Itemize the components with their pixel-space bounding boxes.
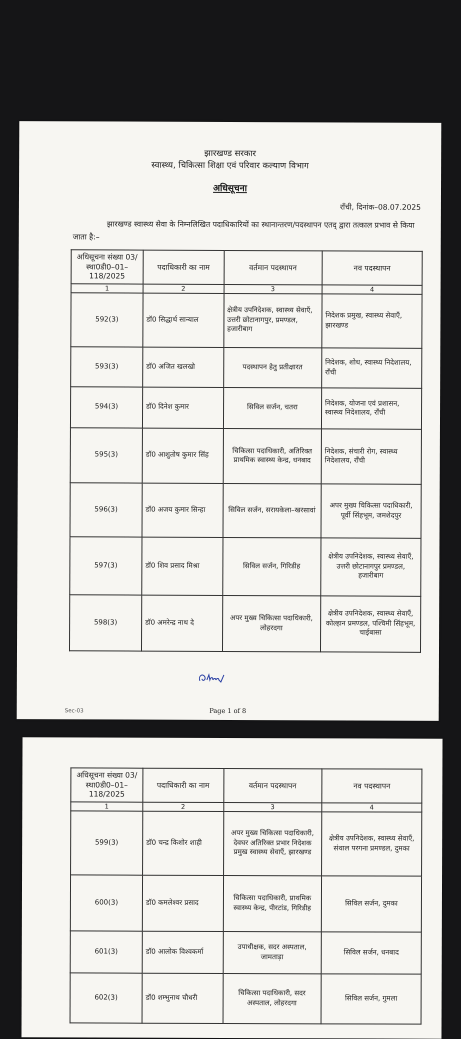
new-posting: क्षेत्रीय उपनिदेशक, स्वास्थ्य सेवाएँ, कोल्हान प्रमण्डल, पश्चिमी सिंहभूम, चाईबासा xyxy=(320,596,420,652)
table-row xyxy=(70,483,421,539)
table-row xyxy=(70,931,421,974)
page-number: Page 1 of 8 xyxy=(209,706,247,716)
table-row xyxy=(69,595,420,653)
new-posting: निदेशक, शोध, स्वास्थ्य निदेशालय, राँची xyxy=(322,348,422,388)
notification-number: 597(3) xyxy=(70,537,142,595)
intro-paragraph: झारखण्ड स्वास्थ्य सेवा के निम्नलिखित पदाधिकारियों का स्थानान्तरण/पदस्थापन एतद् द्वारा तत्काल प्रभाव से किया जाता है:– xyxy=(72,219,415,242)
new-posting: सिविल सर्जन, दुमका xyxy=(321,876,421,932)
current-posting: अपर मुख्य चिकित्सा पदाधिकारी, लोहरदगा xyxy=(222,595,321,651)
current-posting: चिकित्सा पदाधिकारी, प्राथमिक स्वास्थ्य केन्द्र, पीरटांड, गिरिडीह xyxy=(223,875,321,931)
officer-name: डॉ0 कमलेश्वर प्रसाद xyxy=(142,875,223,931)
table-row xyxy=(70,537,421,597)
officer-name: डॉ0 अजित खलखो xyxy=(143,347,224,387)
department-name: स्वास्थ्य, चिकित्सा शिक्षा एवं परिवार कल्याण विभाग xyxy=(151,160,309,172)
new-posting: निदेशक, संचारी रोग, स्वास्थ्य निदेशालय, राँची xyxy=(321,429,421,484)
date-line: राँची, दिनांक–08.07.2025 xyxy=(339,202,421,212)
column-number: 4 xyxy=(322,285,422,294)
government-name: झारखण्ड सरकार xyxy=(204,148,257,160)
notification-number: 602(3) xyxy=(70,973,142,1023)
current-posting: चिकित्सा पदाधिकारी, अतिरिक्त प्राथमिक स्वास्थ्य केन्द्र, धनबाद xyxy=(223,428,322,483)
current-posting: सिविल सर्जन, गिरिडीह xyxy=(222,537,321,595)
current-posting: पदस्थापन हेतु प्रतीक्षारत xyxy=(223,347,321,387)
notification-number: 592(3) xyxy=(71,293,143,347)
officer-name: डॉ0 शिव प्रसाद मिश्रा xyxy=(142,537,223,595)
notification-number: 598(3) xyxy=(69,595,141,651)
new-posting: क्षेत्रीय उपनिदेशक, स्वास्थ्य सेवाएँ, संथाल परगना प्रमण्डल, दुमका xyxy=(321,812,421,876)
column-number: 1 xyxy=(71,802,143,811)
handwritten-initials xyxy=(197,670,227,686)
notification-number: 593(3) xyxy=(71,347,143,387)
officer-name: डॉ0 अजय कुमार सिन्हा xyxy=(142,483,223,537)
table-row xyxy=(71,347,422,389)
table-row xyxy=(70,428,421,485)
officer-name: डॉ0 अमरेन्द्र नाथ दे xyxy=(141,595,222,651)
column-number: 1 xyxy=(71,284,143,293)
transfer-table xyxy=(69,249,423,653)
new-posting: सिविल सर्जन, गुमला xyxy=(321,974,421,1024)
document-page-2 xyxy=(21,737,442,1038)
table-row xyxy=(71,811,422,876)
new-posting: सिविल सर्जन, धनबाद xyxy=(321,932,421,974)
officer-name: डॉ0 चन्द्र किशोर शाही xyxy=(142,811,223,875)
current-posting: सिविल सर्जन, सरायकेला–खरसावां xyxy=(223,483,322,537)
column-number: 3 xyxy=(223,802,321,811)
column-header-notification-no: अधिसूचना संख्या 03/स्था0डी0–01–118/2025 xyxy=(71,250,143,284)
notification-number: 596(3) xyxy=(70,483,142,537)
notification-number: 601(3) xyxy=(70,931,142,973)
current-posting: क्षेत्रीय उपनिदेशक, स्वास्थ्य सेवाएँ, उत्तरी छोटानागपुर, प्रमण्डल, हजारीबाग xyxy=(223,293,322,347)
document-page-1 xyxy=(17,121,442,721)
new-posting: निदेशक, योजना एवं प्रशासन, स्वास्थ्य निदेशालय, राँची xyxy=(321,388,421,429)
column-number: 2 xyxy=(143,802,224,811)
officer-name: डॉ0 आलोक विश्वकर्मा xyxy=(142,931,223,973)
footer-section-code: Sec-03 xyxy=(64,708,84,715)
notification-number: 595(3) xyxy=(70,428,142,483)
officer-name: डॉ0 शम्भुनाथ चौधरी xyxy=(142,973,223,1023)
column-header-new-posting: नव पदस्थापन xyxy=(322,769,422,803)
notification-number: 600(3) xyxy=(70,875,142,931)
officer-name: डॉ0 आशुतोष कुमार सिंह xyxy=(142,428,223,483)
transfer-table-continued xyxy=(70,767,423,1024)
current-posting: चिकित्सा पदाधिकारी, सदर अस्पताल, लोहरदगा xyxy=(223,973,321,1023)
new-posting: क्षेत्रीय उपनिदेशक, स्वास्थ्य सेवाएँ, उत्तरी छोटानागपुर प्रमण्डल, हजारीबाग xyxy=(321,538,421,596)
table-row xyxy=(70,973,421,1024)
column-header-officer-name: पदाधिकारी का नाम xyxy=(143,768,224,802)
column-header-current-posting: वर्तमान पदस्थापन xyxy=(223,768,321,802)
column-number: 4 xyxy=(322,803,422,812)
officer-name: डॉ0 सिद्धार्थ सान्याल xyxy=(143,293,224,347)
current-posting: सिविल सर्जन, चतरा xyxy=(223,387,321,428)
table-row xyxy=(70,387,421,430)
notification-title: अधिसूचना xyxy=(213,183,247,195)
notification-number: 594(3) xyxy=(70,387,142,428)
table-row xyxy=(71,293,422,349)
notification-number: 599(3) xyxy=(71,811,143,875)
new-posting: अपर मुख्य चिकित्सा पदाधिकारी, पूर्वी सिंहभूम, जमशेदपुर xyxy=(321,484,421,538)
current-posting: अपर मुख्य चिकित्सा पदाधिकारी, देवघर अतिरिक्त प्रभार निदेशक प्रमुख स्वास्थ्य सेवाएँ, झारखण्ड xyxy=(223,811,321,875)
officer-name: डॉ0 दिनेश कुमार xyxy=(142,387,223,428)
new-posting: निदेशक प्रमुख, स्वास्थ्य सेवाएँ, झारखण्ड xyxy=(322,294,422,348)
current-posting: उपाधीक्षक, सदर अस्पताल, जामताड़ा xyxy=(223,931,321,973)
table-row xyxy=(70,875,421,932)
column-header-officer-name: पदाधिकारी का नाम xyxy=(143,250,224,284)
column-header-current-posting: वर्तमान पदस्थापन xyxy=(224,250,322,284)
column-number: 2 xyxy=(143,284,224,293)
column-number: 3 xyxy=(224,284,322,293)
column-header-notification-no: अधिसूचना संख्या 03/स्था0डी0–01–118/2025 xyxy=(71,768,143,802)
column-header-new-posting: नव पदस्थापन xyxy=(322,251,422,285)
